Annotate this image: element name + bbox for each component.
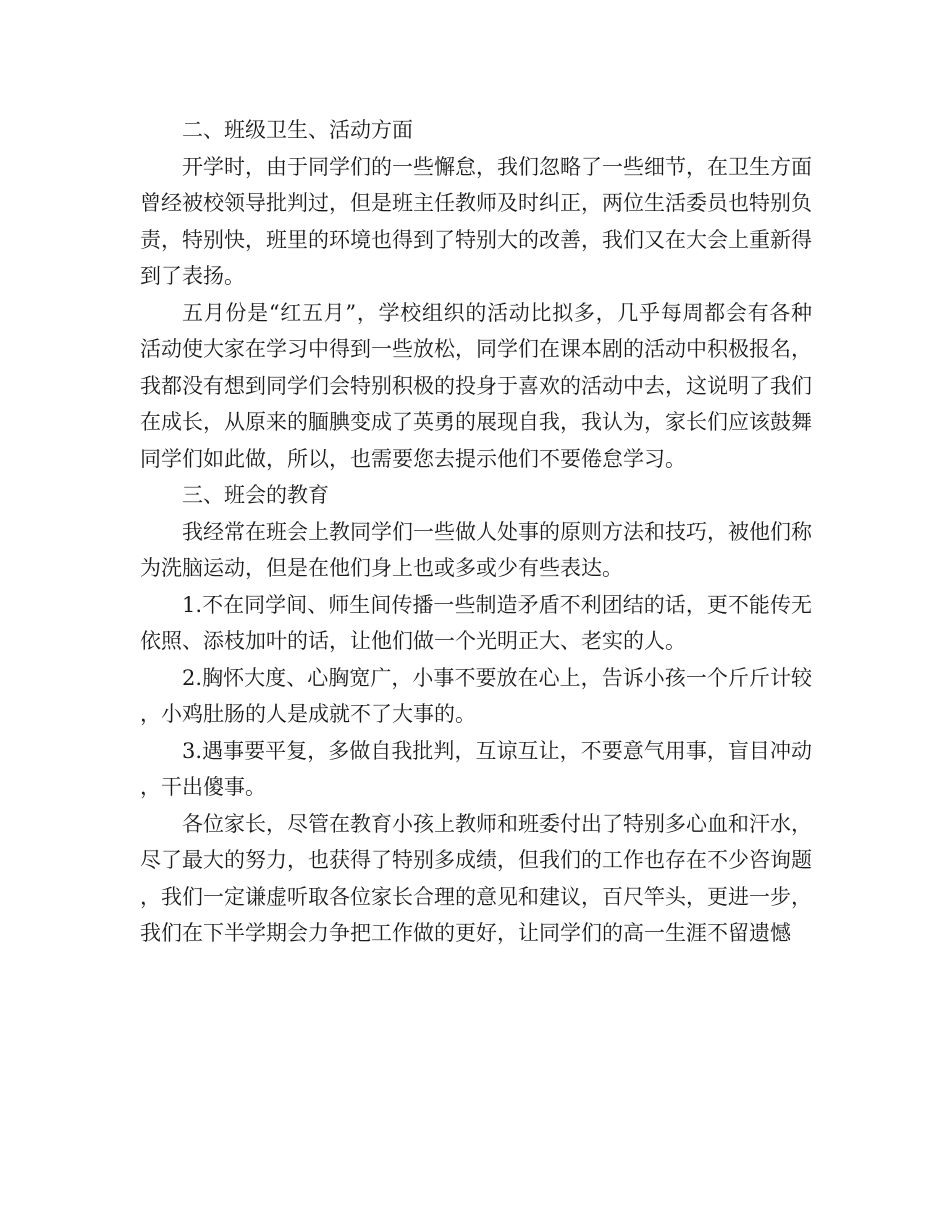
section-heading-class-meeting-education: 三、班会的教育 bbox=[182, 483, 329, 507]
paragraph-red-may-activities: 五月份是“红五月”，学校组织的活动比拟多，几乎每周都会有各种活动使大家在学习中得到一些放松，同学们在课本剧的活动中积极报名，我都没有想到同学们会特别积极的投身于喜欢的活动中去，这说明了我们在成长，从原来的腼腆变成了英勇的展现自我，我认为，家长们应该鼓舞同学们如此做，所以，也需要您去提示他们不要倦怠学习。 bbox=[140, 300, 812, 471]
paragraph-hygiene: 开学时，由于同学们的一些懈怠，我们忽略了一些细节，在卫生方面曾经被校领导批判过，但是班主任教师及时纠正，两位生活委员也特别负责，特别快，班里的环境也得到了特别大的改善，我们又在大会上重新得到了表扬。 bbox=[140, 154, 812, 288]
paragraph-class-meeting: 我经常在班会上教同学们一些做人处事的原则方法和技巧，被他们称为洗脑运动，但是在他们身上也或多或少有些表达。 bbox=[140, 519, 812, 580]
paragraph-closing: 各位家长，尽管在教育小孩上教师和班委付出了特别多心血和汗水，尽了最大的努力，也获得了特别多成绩，但我们的工作也存在不少咨询题，我们一定谦虚听取各位家长合理的意见和建议，百尺竿头，更进一步，我们在下半学期会力争把工作做的更好，让同学们的高一生涯不留遗憾 bbox=[140, 811, 812, 945]
list-item-1: 1.不在同学间、师生间传播一些制造矛盾不利团结的话，更不能传无依照、添枝加叶的话，让他们做一个光明正大、老实的人。 bbox=[140, 592, 812, 653]
list-item-2: 2.胸怀大度、心胸宽广，小事不要放在心上，告诉小孩一个斤斤计较，小鸡肚肠的人是成就不了大事的。 bbox=[140, 665, 812, 726]
section-heading-class-hygiene-activities: 二、班级卫生、活动方面 bbox=[182, 118, 413, 142]
list-item-3: 3.遇事要平复，多做自我批判，互谅互让，不要意气用事，盲目冲动，干出傻事。 bbox=[140, 738, 812, 799]
document-body bbox=[140, 112, 812, 952]
